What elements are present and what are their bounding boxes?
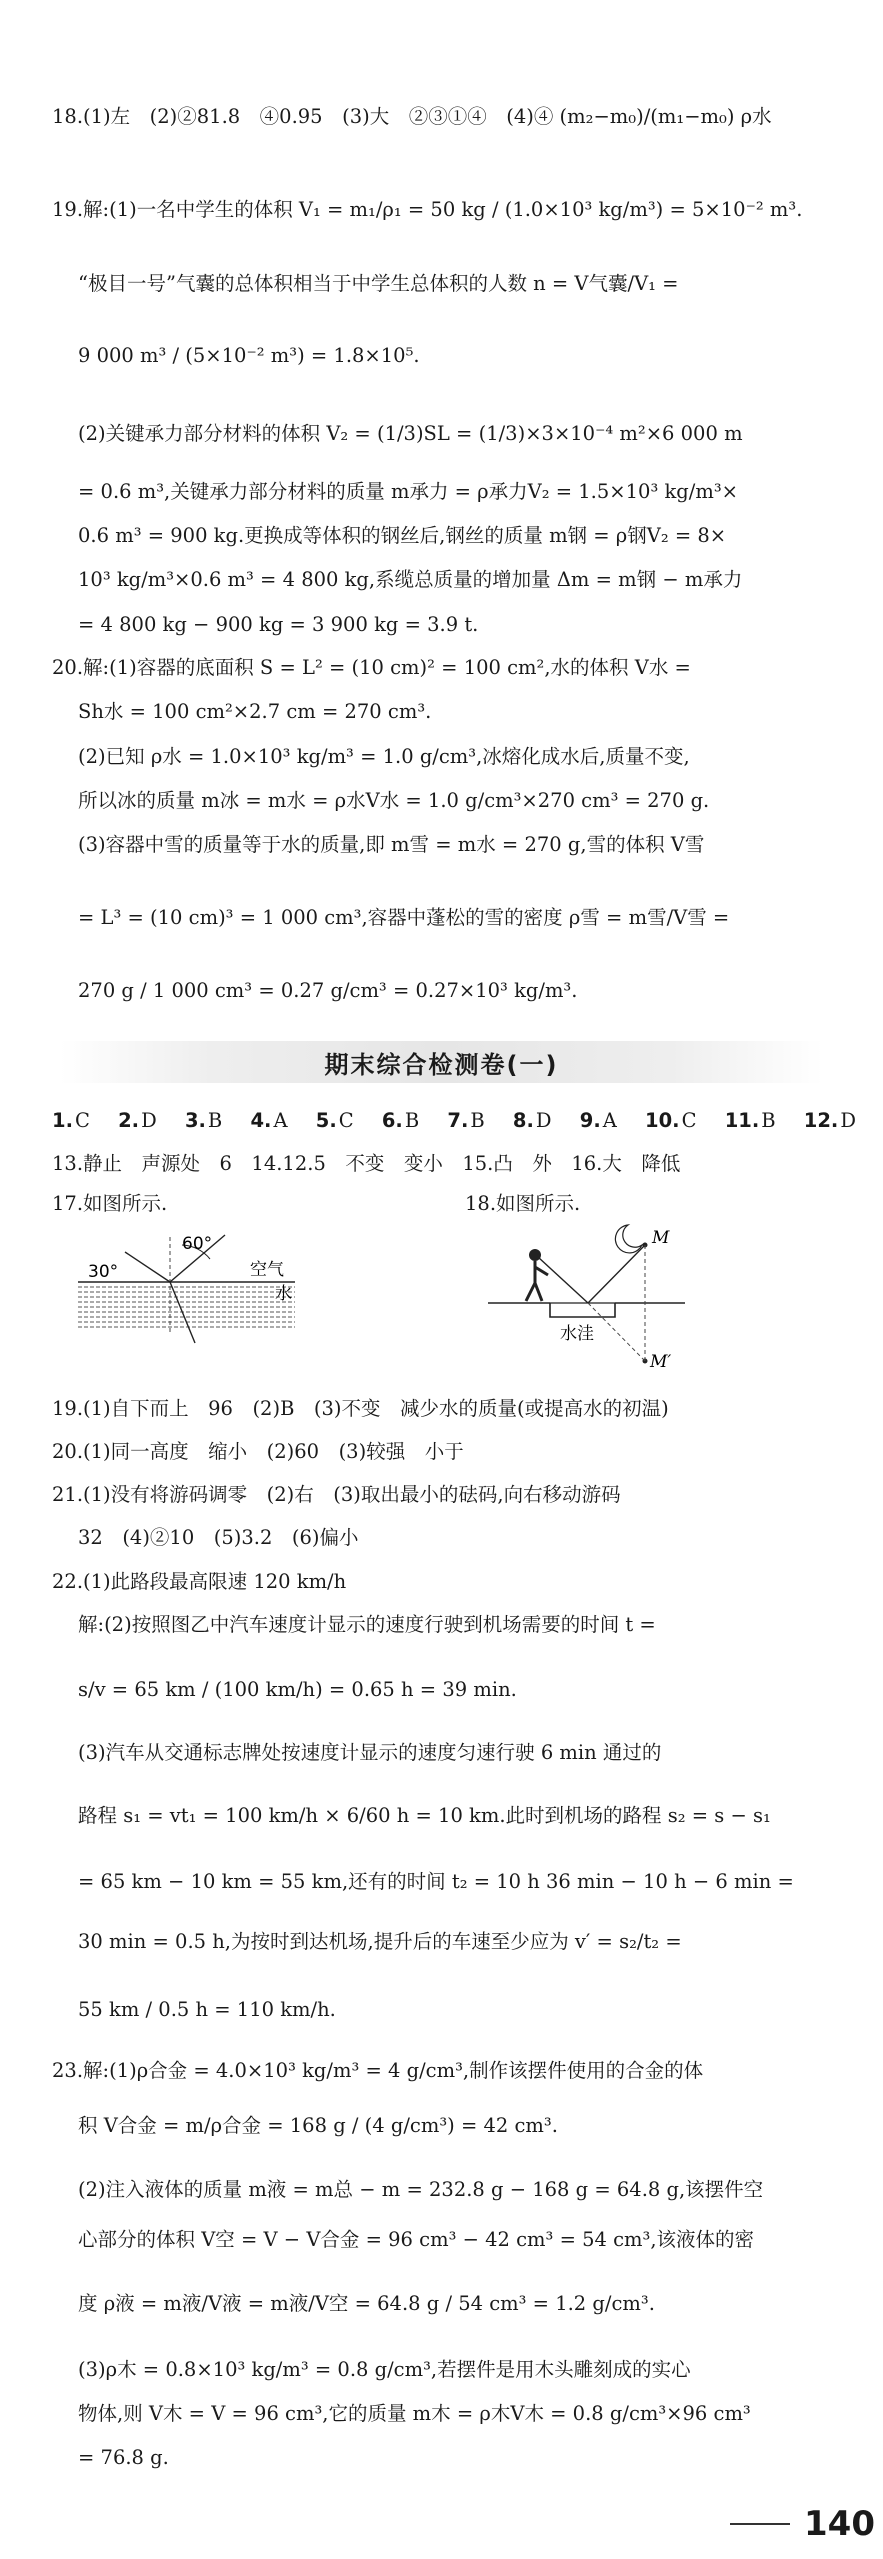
answer-20-line: (2)已知 ρ水 = 1.0×10³ kg/m³ = 1.0 g/cm³,冰熔化成水后,质量不变, <box>78 745 690 768</box>
answer-23-line: 积 V合金 = m/ρ合金 = 168 g / (4 g/cm³) = 42 cm³. <box>78 2114 558 2137</box>
puddle-outline <box>550 1303 615 1317</box>
label-m-prime: M′ <box>650 1352 672 1372</box>
answer-19-line: “极目一号”气囊的总体积相当于中学生总体积的人数 n = V气囊/V₁ = <box>78 272 679 295</box>
angle-label-30: 30° <box>88 1262 119 1282</box>
answer-23-line: (2)注入液体的质量 m液 = m总 − m = 232.8 g − 168 g = 64.8 g,该摆件空 <box>78 2178 764 2201</box>
answer-19-line: 10³ kg/m³×0.6 m³ = 4 800 kg,系缆总质量的增加量 Δm = m钢 − m承力 <box>78 568 743 591</box>
answer-18-caption: 18.如图所示. <box>465 1192 581 1215</box>
fill-answers-13-16: 13.静止 声源处 6 14.12.5 不变 变小 15.凸 外 16.大 降低 <box>52 1152 681 1175</box>
choice-answer: 1. C <box>52 1109 90 1132</box>
answer-20-line: 所以冰的质量 m冰 = m水 = ρ水V水 = 1.0 g/cm³×270 cm³ = 270 g. <box>78 789 710 812</box>
angle-label-60: 60° <box>182 1234 213 1254</box>
answer-22-line: 路程 s₁ = vt₁ = 100 km/h × 6/60 h = 10 km.此时到机场的路程 s₂ = s − s₁ <box>78 1804 771 1827</box>
answer-19-line: = 4 800 kg − 900 kg = 3 900 kg = 3.9 t. <box>78 613 479 636</box>
moon-icon <box>615 1225 642 1253</box>
answer-23-line: = 76.8 g. <box>78 2446 169 2469</box>
answer-23: 23.解:(1)ρ合金 = 4.0×10³ kg/m³ = 4 g/cm³,制作该摆件使用的合金的体 <box>52 2059 704 2082</box>
reflected-ray <box>538 1257 588 1303</box>
answer-22-line: s/v = 65 km / (100 km/h) = 0.65 h = 39 min. <box>78 1678 517 1701</box>
choice-answer: 4. A <box>250 1109 288 1132</box>
answer-23-line: 物体,则 V木 = V = 96 cm³,它的质量 m木 = ρ木V木 = 0.8 g/cm³×96 cm³ <box>78 2402 751 2425</box>
person-leg <box>526 1283 535 1301</box>
label-m: M <box>652 1228 670 1248</box>
choice-answer: 7. B <box>447 1109 485 1132</box>
air-label: 空气 <box>250 1260 284 1280</box>
answer-19-line: 19.解:(1)一名中学生的体积 V₁ = m₁/ρ₁ = 50 kg / (1.0×10³ kg/m³) = 5×10⁻² m³. <box>52 198 803 221</box>
answer-23-line: 心部分的体积 V空 = V − V合金 = 96 cm³ − 42 cm³ = 54 cm³,该液体的密 <box>78 2228 755 2251</box>
answer-20-line: 270 g / 1 000 cm³ = 0.27 g/cm³ = 0.27×10³ kg/m³. <box>78 979 578 1002</box>
choice-answer: 10. C <box>645 1109 697 1132</box>
choice-answer: 12. D <box>803 1109 856 1132</box>
incident-ray <box>125 1252 170 1282</box>
page-footer <box>730 2500 883 2548</box>
water-label: 水 <box>275 1284 292 1304</box>
choice-answer: 3. B <box>184 1109 223 1132</box>
section-title: 期末综合检测卷(一) <box>324 1051 559 1079</box>
answer-19-line: (2)关键承力部分材料的体积 V₂ = (1/3)SL = (1/3)×3×10⁻⁴ m²×6 000 m <box>78 422 743 445</box>
incident-ray <box>588 1245 645 1303</box>
answer-22-line: 解:(2)按照图乙中汽车速度计显示的速度行驶到机场需要的时间 t = <box>78 1613 656 1636</box>
answer-23-line: (3)ρ木 = 0.8×10³ kg/m³ = 0.8 g/cm³,若摆件是用木头雕刻成的实心 <box>78 2358 691 2381</box>
answer-18-prev: 18.(1)左 (2)②81.8 ④0.95 (3)大 ②③①④ (4)④ (m₂−m₀)/(m₁−m₀) ρ水 <box>52 105 772 128</box>
answer-19-line: 9 000 m³ / (5×10⁻² m³) = 1.8×10⁵. <box>78 344 420 367</box>
answer-20-line: (3)容器中雪的质量等于水的质量,即 m雪 = m水 = 270 g,雪的体积 V雪 <box>78 833 705 856</box>
answer-22-line: 55 km / 0.5 h = 110 km/h. <box>78 1998 336 2021</box>
answer-21: 21.(1)没有将游码调零 (2)右 (3)取出最小的砝码,向右移动游码 <box>52 1483 621 1506</box>
reflection-figure <box>480 1215 695 1380</box>
refracted-ray <box>170 1282 195 1343</box>
answer-22: 22.(1)此路段最高限速 120 km/h <box>52 1570 347 1593</box>
answer-19-line: = 0.6 m³,关键承力部分材料的质量 m承力 = ρ承力V₂ = 1.5×10³ kg/m³× <box>78 480 738 503</box>
choice-answers-row <box>52 1107 856 1135</box>
answer-20-line: 20.解:(1)容器的底面积 S = L² = (10 cm)² = 100 cm²,水的体积 V水 = <box>52 656 691 679</box>
answer-22-line: = 65 km − 10 km = 55 km,还有的时间 t₂ = 10 h 36 min − 10 h − 6 min = <box>78 1870 794 1893</box>
answer-20-line: Sh水 = 100 cm²×2.7 cm = 270 cm³. <box>78 700 432 723</box>
person-leg <box>535 1283 542 1301</box>
choice-answer: 8. D <box>512 1109 552 1132</box>
page-number: 140 <box>804 2504 875 2544</box>
answer-23-line: 度 ρ液 = m液/V液 = m液/V空 = 64.8 g / 54 cm³ = 1.2 g/cm³. <box>78 2292 655 2315</box>
answer-20: 20.(1)同一高度 缩小 (2)60 (3)较强 小于 <box>52 1440 464 1463</box>
choice-answer: 5. C <box>315 1109 354 1132</box>
answer-19: 19.(1)自下而上 96 (2)B (3)不变 减少水的质量(或提高水的初温) <box>52 1397 669 1420</box>
refraction-figure <box>70 1225 360 1355</box>
choice-answer: 9. A <box>579 1109 617 1132</box>
answer-22-line: 30 min = 0.5 h,为按时到达机场,提升后的车速至少应为 v′ = s₂/t₂ = <box>78 1930 682 1953</box>
footer-rule <box>730 2523 790 2525</box>
answer-17-caption: 17.如图所示. <box>52 1192 168 1215</box>
virtual-ray <box>588 1303 645 1361</box>
puddle-label: 水洼 <box>560 1324 594 1344</box>
answer-21-cont: 32 (4)②10 (5)3.2 (6)偏小 <box>78 1526 359 1549</box>
answer-20-line: = L³ = (10 cm)³ = 1 000 cm³,容器中蓬松的雪的密度 ρ雪 = m雪/V雪 = <box>78 906 730 929</box>
section-header <box>0 1035 883 1087</box>
choice-answer: 11. B <box>724 1109 776 1132</box>
person-arm <box>535 1267 548 1275</box>
choice-answer: 2. D <box>118 1109 157 1132</box>
person-head <box>529 1249 541 1261</box>
choice-answer: 6. B <box>381 1109 420 1132</box>
answer-22-line: (3)汽车从交通标志牌处按速度计显示的速度匀速行驶 6 min 通过的 <box>78 1741 662 1764</box>
answer-19-line: 0.6 m³ = 900 kg.更换成等体积的钢丝后,钢丝的质量 m钢 = ρ钢V₂ = 8× <box>78 524 727 547</box>
